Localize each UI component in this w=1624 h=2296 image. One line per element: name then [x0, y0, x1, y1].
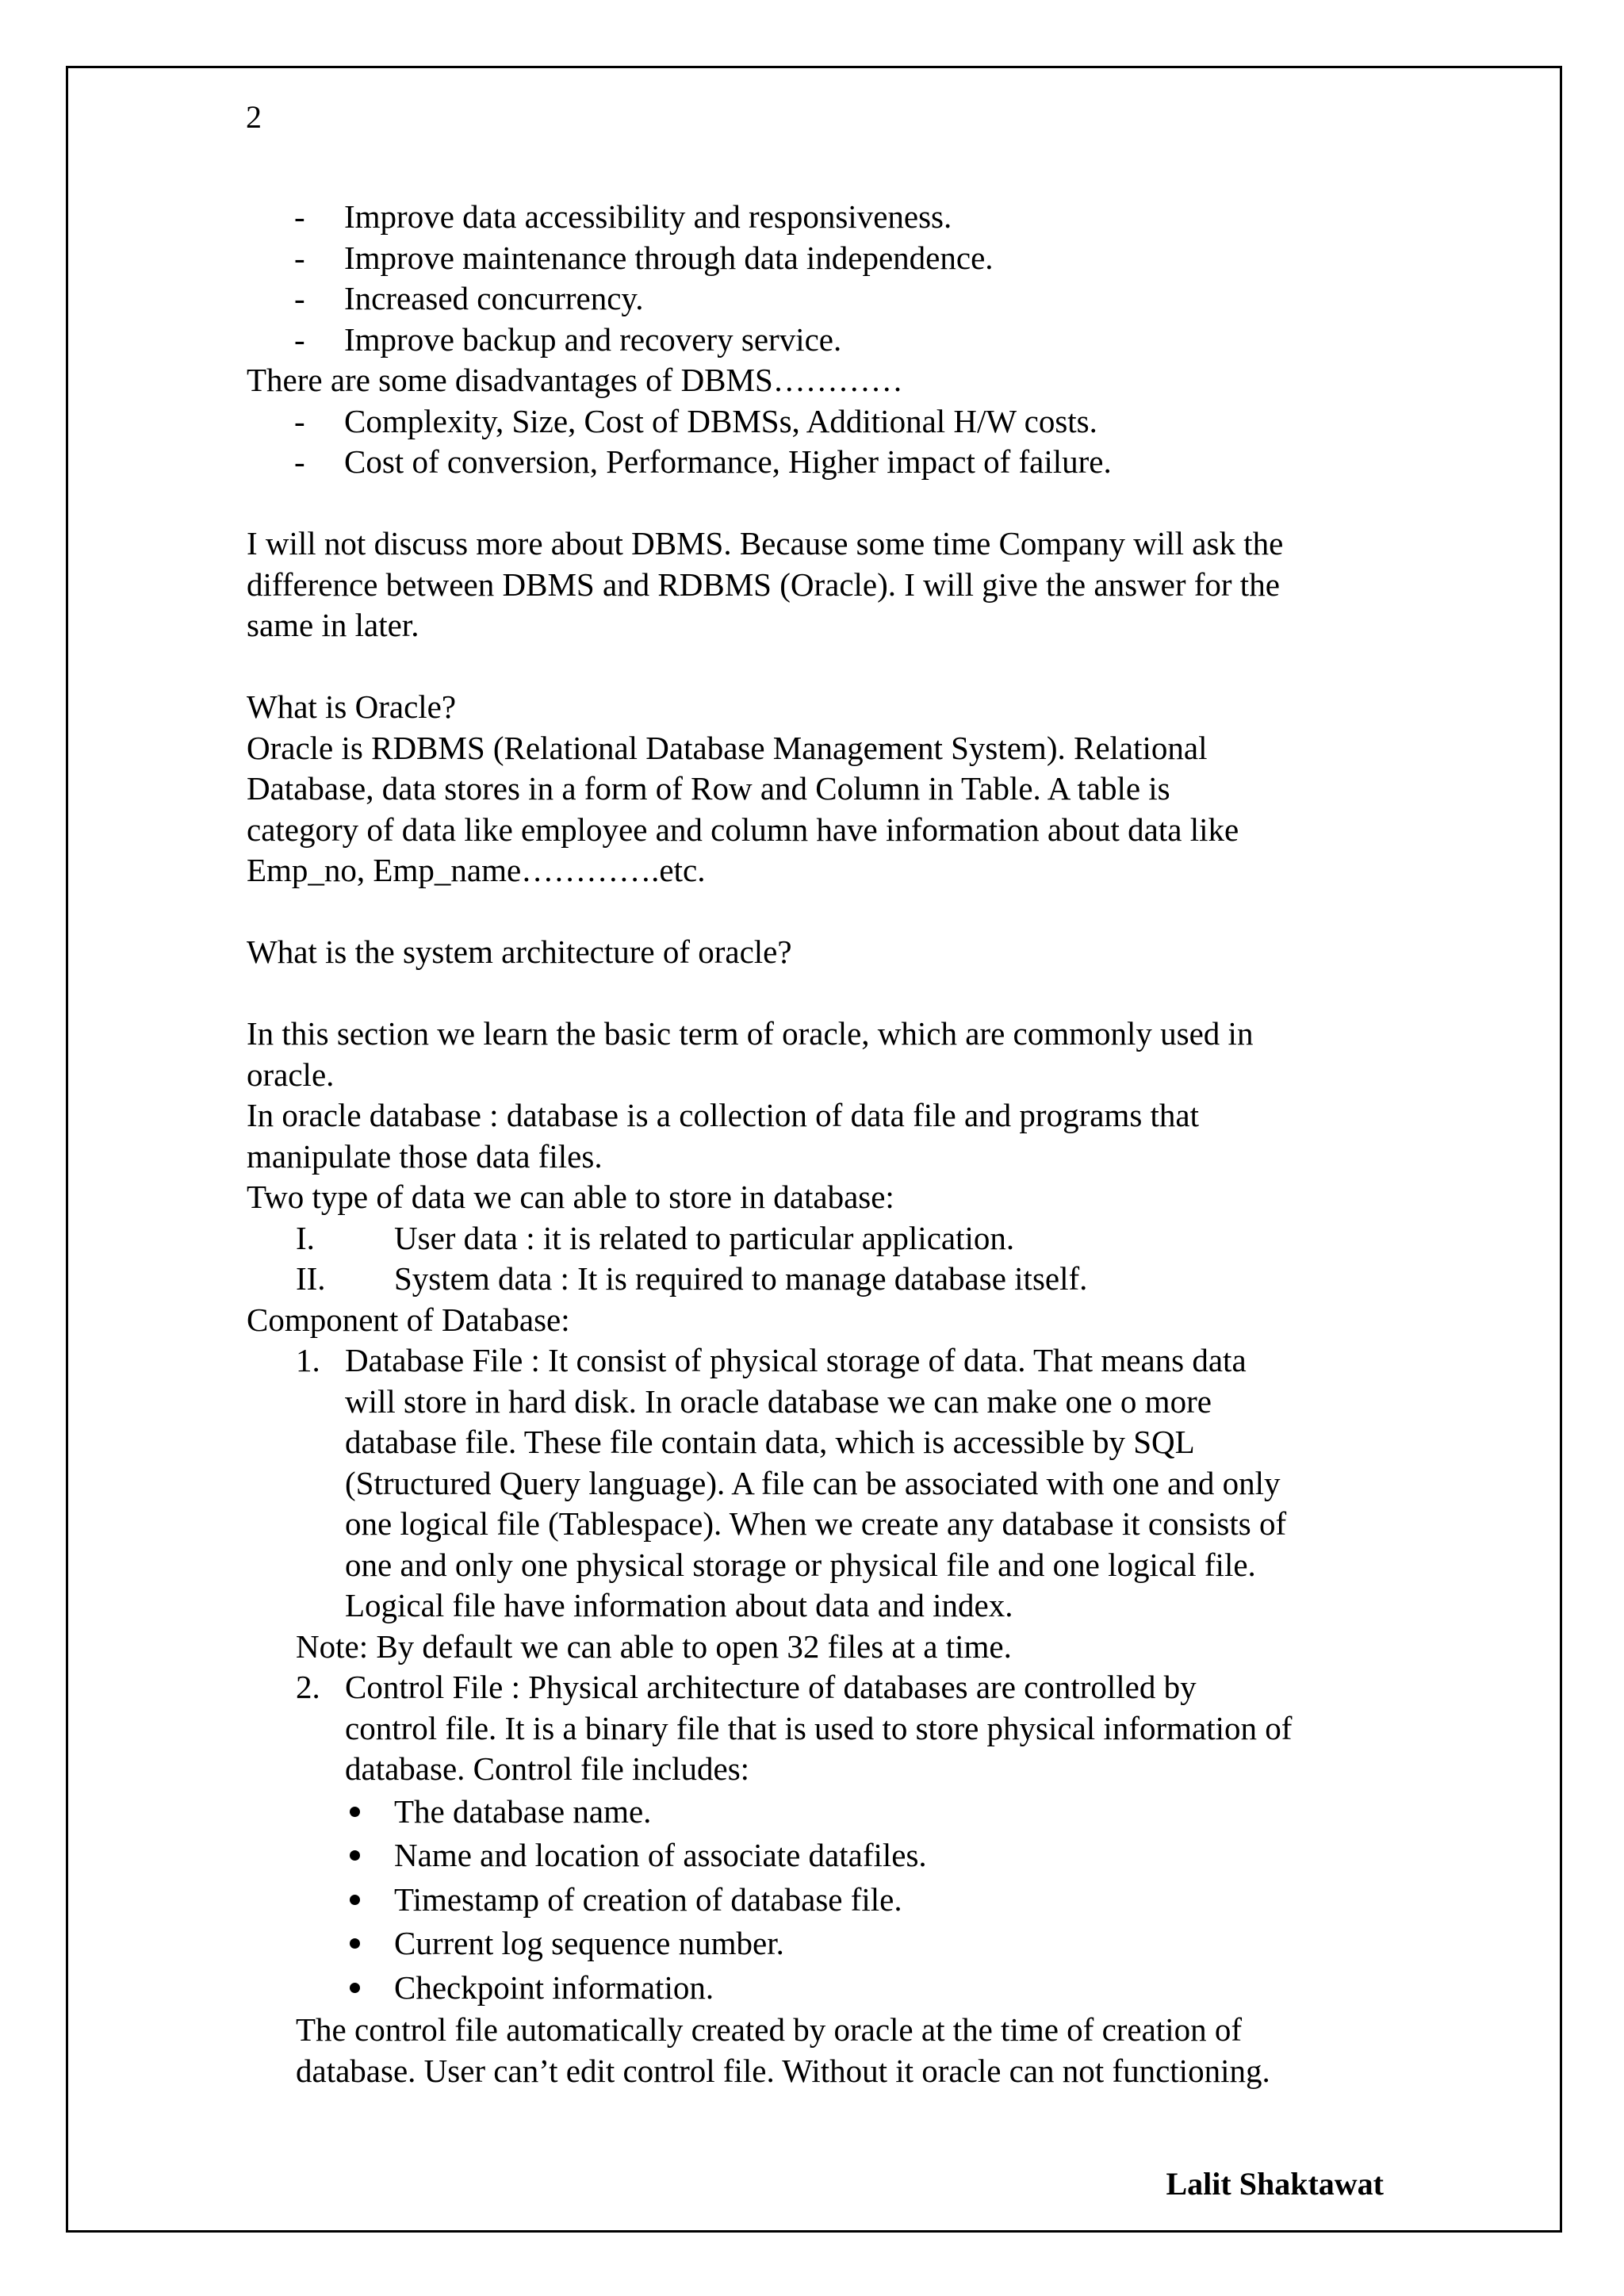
component-heading: Component of Database: [247, 1301, 570, 1338]
section-intro-line: oracle. [247, 1056, 335, 1093]
number-marker: 2. [296, 1669, 320, 1705]
roman-marker: I. [296, 1219, 315, 1256]
list-item: - Complexity, Size, Cost of DBMSs, Additional H/W costs. [247, 401, 1404, 443]
spacer [247, 973, 1404, 1014]
list-item: Current log sequence number. [247, 1922, 1404, 1966]
list-item: - Increased concurrency. [247, 278, 1404, 320]
section-intro-line: Two type of data we can able to store in database: [247, 1179, 894, 1215]
list-item: II. System data : It is required to manage database itself. [247, 1259, 1404, 1300]
oracle-question: What is Oracle? [247, 688, 457, 725]
bullet-icon [350, 1807, 360, 1817]
dash-marker: - [294, 239, 305, 276]
closing-line: The control file automatically created by oracle at the time of creation of [296, 2011, 1243, 2048]
section-intro-line: In oracle database : database is a collection of data file and programs that [247, 1097, 1200, 1133]
bullet-icon [350, 1938, 360, 1949]
list-item-control-file: 2. Control File : Physical architecture of databases are controlled by control file. It is a binary file that is used to store physical information of database. Control file includes: [296, 1669, 1293, 1787]
page-number: 2 [246, 99, 262, 135]
author-signature: Lalit Shaktawat [1166, 2166, 1384, 2202]
dash-marker: - [294, 320, 305, 358]
oracle-answer-line: category of data like employee and column have information about data like [247, 811, 1239, 848]
list-item: - Improve maintenance through data independence. [247, 238, 1404, 279]
oracle-answer-line: Oracle is RDBMS (Relational Database Management System). Relational [247, 729, 1208, 766]
spacer [247, 483, 1404, 524]
default-note: Note: By default we can able to open 32 files at a time. [296, 1627, 1012, 1665]
dash-marker: - [294, 443, 305, 480]
dbms-note-line: difference between DBMS and RDBMS (Oracle). I will give the answer for the [247, 565, 1280, 603]
list-item: The database name. [247, 1790, 1404, 1834]
dbms-note-line: same in later. [247, 607, 419, 643]
oracle-answer-line: Emp_no, Emp_name………….etc. [247, 852, 706, 888]
architecture-question: What is the system architecture of oracle? [247, 933, 792, 970]
bullet-icon [350, 1895, 360, 1905]
bullet-icon [350, 1983, 360, 1993]
bullet-icon [350, 1850, 360, 1861]
number-marker: 1. [296, 1342, 320, 1378]
dash-marker: - [294, 198, 305, 235]
closing-line: database. User can’t edit control file. Without it oracle can not functioning. [296, 2052, 1270, 2089]
list-item: - Improve backup and recovery service. [247, 320, 1404, 361]
oracle-answer-line: Database, data stores in a form of Row and Column in Table. A table is [247, 770, 1170, 807]
list-item: Timestamp of creation of database file. [247, 1878, 1404, 1922]
section-intro-line: In this section we learn the basic term of oracle, which are commonly used in [247, 1015, 1254, 1052]
section-intro-line: manipulate those data files. [247, 1137, 603, 1175]
dbms-note-line: I will not discuss more about DBMS. Because some time Company will ask the [247, 525, 1284, 562]
disadvantages-intro: There are some disadvantages of DBMS………… [247, 362, 903, 398]
list-item: - Improve data accessibility and responsiveness. [247, 197, 1404, 238]
dash-marker: - [294, 402, 305, 439]
list-item: Checkpoint information. [247, 1966, 1404, 2010]
list-item: I. User data : it is related to particular application. [247, 1218, 1404, 1259]
dash-marker: - [294, 280, 305, 316]
list-item: Name and location of associate datafiles. [247, 1834, 1404, 1878]
list-item-database-file: 1. Database File : It consist of physical storage of data. That means data will store in hard disk. In oracle database we can make one o more database file. These file contain data, which is accessible by SQL (Structured Query language). A file can be associated with one and only one logical file (Tablespace). When we create any database it consists of one and only one physical storage or physical file and one logical file. Logical file have information about data and index. [296, 1342, 1287, 1623]
document-body [247, 197, 1404, 2091]
spacer [247, 891, 1404, 933]
spacer [247, 646, 1404, 688]
roman-marker: II. [296, 1260, 326, 1297]
list-item: - Cost of conversion, Performance, Higher impact of failure. [247, 442, 1404, 483]
